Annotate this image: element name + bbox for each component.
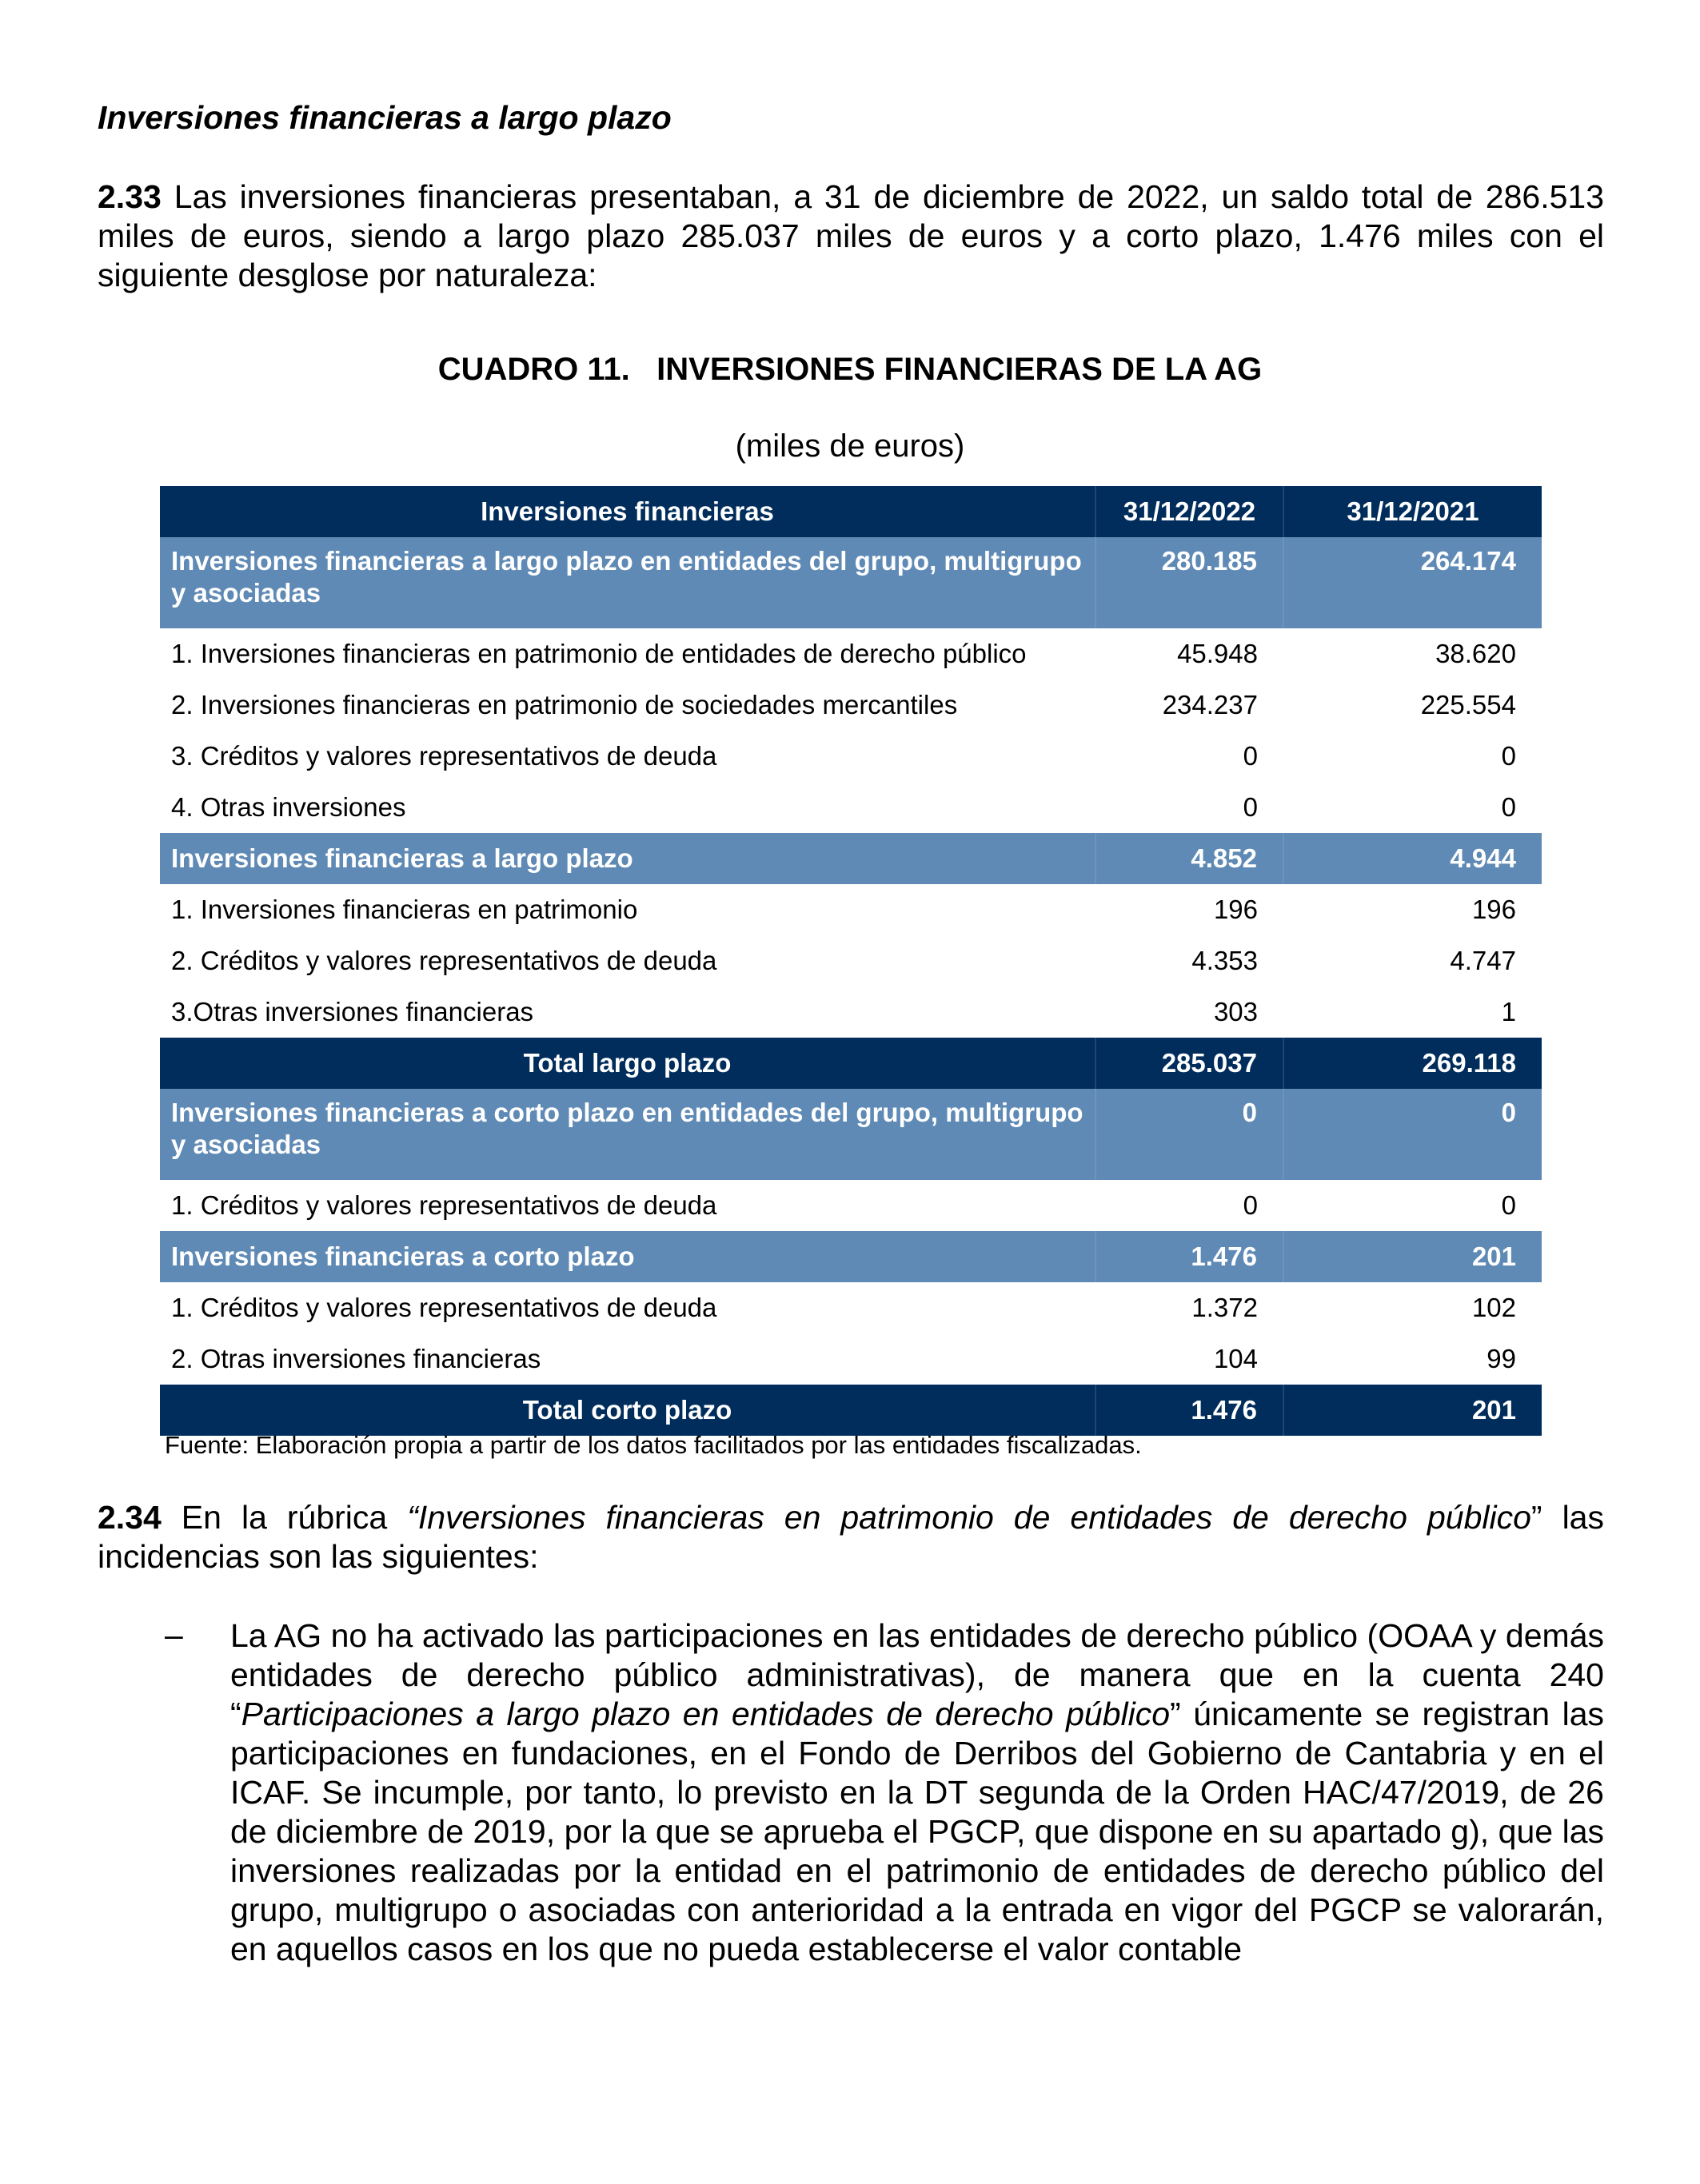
- value-2021: 0: [1501, 1190, 1516, 1220]
- row-label: Inversiones financieras a corto plazo: [160, 1231, 1095, 1282]
- table-title: CUADRO 11. INVERSIONES FINANCIERAS DE LA AG: [437, 352, 1263, 387]
- row-label: 4. Otras inversiones: [171, 792, 406, 822]
- paragraph-text: Las inversiones financieras presentaban, a 31 de diciembre de 2022, un saldo total de 286.513 miles de euros, siendo a largo plazo 285.037 miles de euros y a corto plazo, 1.476 miles con el siguiente desglose por naturaleza:: [98, 178, 1604, 293]
- investments-table: [160, 486, 1542, 1436]
- column-header: 31/12/2021: [1283, 486, 1542, 537]
- table-row: [160, 1333, 1542, 1385]
- table-row: [160, 1038, 1542, 1089]
- table-row: [160, 1089, 1542, 1180]
- value-2022: 0: [1243, 1190, 1258, 1220]
- row-label: 1. Inversiones financieras en patrimonio: [171, 895, 638, 924]
- value-2021: 0: [1283, 1089, 1542, 1180]
- row-label: 2. Inversiones financieras en patrimonio de sociedades mercantiles: [171, 690, 958, 719]
- value-2022: 4.353: [1191, 946, 1258, 975]
- table-source: Fuente: Elaboración propia a partir de los datos facilitados por las entidades fiscalizadas.: [165, 1431, 1142, 1459]
- paragraph-2-33: [98, 177, 1604, 295]
- table-subtitle: (miles de euros): [735, 428, 965, 464]
- table-row: [160, 1231, 1542, 1282]
- table-row: [160, 537, 1542, 628]
- row-label: 2. Créditos y valores representativos de deuda: [171, 946, 717, 975]
- value-2022: 1.476: [1095, 1385, 1283, 1436]
- table-row: [160, 986, 1542, 1038]
- table-row: [160, 1385, 1542, 1436]
- text: La AG no ha activado las participaciones en las entidades de derecho público (OOAA y demás entidades de derecho público administrativas), de manera que en la cuenta 240 “: [230, 1617, 1604, 1732]
- value-2022: 234.237: [1162, 690, 1258, 719]
- column-header: 31/12/2022: [1095, 486, 1283, 537]
- row-label: 2. Otras inversiones financieras: [171, 1344, 541, 1373]
- value-2021: 102: [1471, 1293, 1516, 1322]
- paragraph-number: 2.34: [98, 1499, 162, 1536]
- value-2021: 4.747: [1450, 946, 1516, 975]
- value-2022: 196: [1213, 895, 1258, 924]
- row-label: Inversiones financieras a largo plazo en entidades del grupo, multigrupo y asociadas: [160, 537, 1095, 628]
- value-2021: 99: [1487, 1344, 1516, 1373]
- value-2021: 0: [1501, 741, 1516, 771]
- italic-text: Participaciones a largo plazo en entidades de derecho público: [241, 1696, 1171, 1732]
- table-row: [160, 1180, 1542, 1231]
- row-label: 1. Créditos y valores representativos de deuda: [171, 1293, 717, 1322]
- paragraph-number: 2.33: [98, 178, 162, 215]
- value-2022: 0: [1243, 792, 1258, 822]
- table-row: [160, 680, 1542, 731]
- row-label: 1. Créditos y valores representativos de deuda: [171, 1190, 717, 1220]
- table-row: [160, 731, 1542, 782]
- row-label: 3. Créditos y valores representativos de deuda: [171, 741, 717, 771]
- paragraph-2-34: [98, 1498, 1604, 1576]
- row-label: Inversiones financieras a corto plazo en entidades del grupo, multigrupo y asociadas: [160, 1089, 1095, 1180]
- value-2021: 264.174: [1283, 537, 1542, 628]
- value-2021: 225.554: [1420, 690, 1516, 719]
- value-2021: 1: [1501, 997, 1516, 1026]
- value-2021: 4.944: [1283, 833, 1542, 884]
- value-2021: 201: [1283, 1231, 1542, 1282]
- row-label: Total largo plazo: [160, 1038, 1095, 1089]
- row-label: 3.Otras inversiones financieras: [171, 997, 534, 1026]
- table-row: [160, 1282, 1542, 1333]
- column-header: Inversiones financieras: [160, 486, 1095, 537]
- value-2021: 269.118: [1283, 1038, 1542, 1089]
- value-2022: 1.372: [1191, 1293, 1258, 1322]
- value-2021: 0: [1501, 792, 1516, 822]
- table-row: [160, 935, 1542, 986]
- value-2021: 196: [1471, 895, 1516, 924]
- row-label: Total corto plazo: [160, 1385, 1095, 1436]
- value-2022: 4.852: [1095, 833, 1283, 884]
- table-row: [160, 884, 1542, 935]
- value-2021: 201: [1283, 1385, 1542, 1436]
- table-row: [160, 782, 1542, 833]
- value-2022: 0: [1095, 1089, 1283, 1180]
- table-header-row: [160, 486, 1542, 537]
- value-2022: 285.037: [1095, 1038, 1283, 1089]
- bullet-item: [230, 1616, 1604, 1969]
- value-2021: 38.620: [1435, 639, 1516, 668]
- bullet-dash: –: [165, 1616, 183, 1653]
- italic-text: “Inversiones financieras en patrimonio de entidades de derecho público: [407, 1499, 1531, 1536]
- text: ” únicamente se registran las participaciones en fundaciones, en el Fondo de Derribos del Gobierno de Cantabria y en el ICAF. Se incumple, por tanto, lo previsto en la DT segunda de la Orden HAC/47/2019, de 26 de diciembre de 2019, por la que se aprueba el PGCP, que dispone en su apartado g), que las inversiones realizadas por la entidad en el patrimonio de entidades de derecho público del grupo, multigrupo o asociadas con anterioridad a la entrada en vigor del PGCP se valorarán, en aquellos casos en los que no pueda establecerse el valor contable: [230, 1696, 1604, 1967]
- value-2022: 280.185: [1095, 537, 1283, 628]
- text: En la rúbrica: [161, 1499, 408, 1536]
- value-2022: 1.476: [1095, 1231, 1283, 1282]
- value-2022: 45.948: [1177, 639, 1258, 668]
- row-label: 1. Inversiones financieras en patrimonio de entidades de derecho público: [171, 639, 1027, 668]
- value-2022: 0: [1243, 741, 1258, 771]
- row-label: Inversiones financieras a largo plazo: [160, 833, 1095, 884]
- text: ” las incidencias son las siguientes:: [98, 1499, 1604, 1575]
- value-2022: 104: [1213, 1344, 1258, 1373]
- table-row: [160, 833, 1542, 884]
- value-2022: 303: [1213, 997, 1258, 1026]
- section-heading: Inversiones financieras a largo plazo: [98, 99, 672, 136]
- table-row: [160, 628, 1542, 680]
